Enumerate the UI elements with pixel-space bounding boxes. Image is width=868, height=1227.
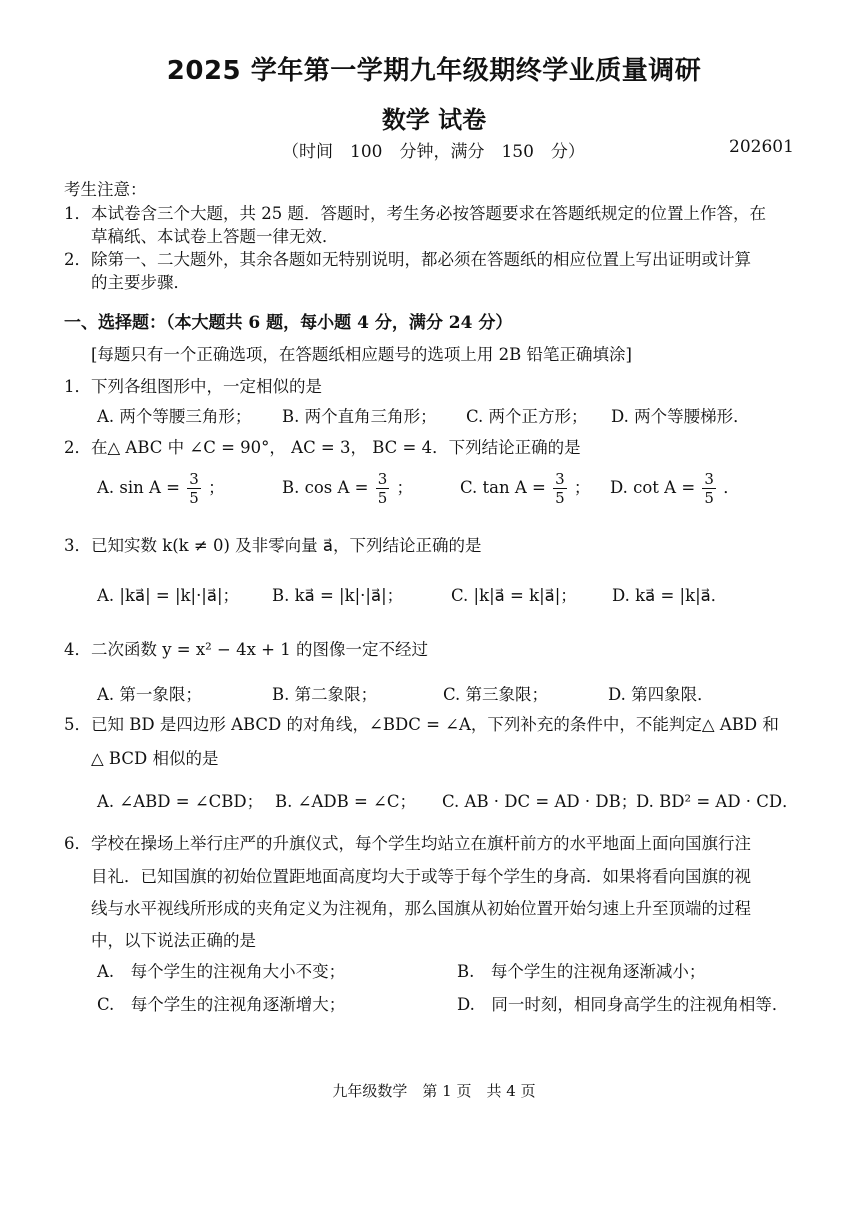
q1-option-a: A. 两个等腰三角形；: [97, 407, 252, 426]
fraction-denominator: 5: [189, 489, 199, 507]
q5-stem-line-2: △ BCD 相似的是: [91, 749, 219, 768]
q2-option-c-prefix: C. tan A =: [460, 478, 546, 497]
q1-stem: 1．下列各组图形中，一定相似的是: [64, 377, 322, 396]
section-1-heading: 一、选择题：（本大题共 6 题，每小题 4 分，满分 24 分）: [64, 313, 513, 333]
q1-option-d: D. 两个等腰梯形．: [611, 407, 750, 426]
q2-option-c-suffix: ；: [573, 478, 591, 497]
q2-stem: 2．在△ ABC 中 ∠C = 90°， AC = 3， BC = 4．下列结论正确的是: [64, 438, 581, 457]
exam-info: （时间 100 分钟，满分 150 分）: [282, 142, 585, 162]
q2-option-d-prefix: D. cot A =: [610, 478, 696, 497]
q3-stem: 3．已知实数 k(k ≠ 0) 及非零向量 a⃗，下列结论正确的是: [64, 536, 482, 555]
q6-line-1: 6．学校在操场上举行庄严的升旗仪式，每个学生均站立在旗杆前方的水平地面上面向国旗行注: [64, 834, 751, 853]
section-1-instruction: [每题只有一个正确选项，在答题纸相应题号的选项上用 2B 铅笔正确填涂]: [91, 345, 632, 364]
fraction-numerator: 3: [704, 470, 714, 488]
exam-title: 2025 学年第一学期九年级期终学业质量调研: [166, 56, 702, 86]
q3-option-a: A. |ka⃗| = |k|·|a⃗|；: [97, 586, 240, 605]
notice-item-2-line-1: 2．除第一、二大题外，其余各题如无特别说明，都必须在答题纸的相应位置上写出证明或计算: [64, 250, 751, 269]
fraction: [553, 470, 567, 507]
exam-subtitle: 数学 试卷: [381, 106, 487, 134]
q2-option-d: [610, 470, 740, 507]
fraction-numerator: 3: [189, 470, 199, 488]
fraction: [376, 470, 390, 507]
fraction-denominator: 5: [555, 489, 565, 507]
q6-option-a: A. 每个学生的注视角大小不变；: [97, 962, 346, 981]
q6-option-d: D. 同一时刻，相同身高学生的注视角相等．: [457, 995, 789, 1014]
fraction-numerator: 3: [377, 470, 388, 488]
q4-option-a: A. 第一象限；: [97, 685, 202, 704]
exam-code: 202601: [729, 137, 794, 157]
q3-option-b: B. ka⃗ = |k|·|a⃗|；: [272, 586, 404, 605]
q2-option-b: [282, 470, 413, 507]
q5-option-c: C. AB · DC = AD · DB；: [442, 792, 638, 811]
q2-option-c: [460, 470, 590, 507]
q2-option-b-suffix: ；: [396, 478, 414, 497]
q5-option-b: B. ∠ADB = ∠C；: [275, 792, 416, 811]
q2-option-d-suffix: ．: [723, 478, 740, 497]
q6-option-c: C. 每个学生的注视角逐渐增大；: [97, 995, 346, 1014]
fraction-numerator: 3: [555, 470, 565, 488]
q6-line-2: 目礼．已知国旗的初始位置距地面高度均大于或等于每个学生的身高．如果将看向国旗的视: [91, 867, 751, 886]
fraction-denominator: 5: [704, 489, 714, 507]
page-footer: 九年级数学 第 1 页 共 4 页: [332, 1082, 536, 1100]
fraction: [702, 470, 716, 507]
q3-option-d: D. ka⃗ = |k|a⃗．: [612, 586, 728, 605]
notice-item-1-line-1: 1．本试卷含三个大题，共 25 题．答题时，考生务必按答题要求在答题纸规定的位置上作答，在: [64, 204, 766, 223]
notice-item-2-line-2: 的主要步骤．: [91, 273, 190, 292]
q4-option-c: C. 第三象限；: [443, 685, 549, 704]
q3-option-c: C. |k|a⃗ = k|a⃗|；: [451, 586, 577, 605]
q4-option-d: D. 第四象限．: [608, 685, 714, 704]
q5-option-d: D. BD² = AD · CD．: [636, 792, 799, 811]
q6-line-4: 中，以下说法正确的是: [91, 931, 256, 950]
fraction-denominator: 5: [377, 489, 388, 507]
q4-stem: 4．二次函数 y = x² − 4x + 1 的图像一定不经过: [64, 640, 428, 659]
q6-line-3: 线与水平视线所形成的夹角定义为注视角，那么国旗从初始位置开始匀速上升至顶端的过程: [91, 899, 751, 918]
q4-option-b: B. 第二象限；: [272, 685, 378, 704]
q5-stem-line-1: 5．已知 BD 是四边形 ABCD 的对角线，∠BDC = ∠A，下列补充的条件中，不能判定△ ABD 和: [64, 715, 779, 734]
q2-option-b-prefix: B. cos A =: [282, 478, 369, 497]
q5-option-a: A. ∠ABD = ∠CBD；: [97, 792, 264, 811]
fraction: [187, 470, 201, 507]
notice-item-1-line-2: 草稿纸、本试卷上答题一律无效．: [91, 227, 339, 246]
q6-option-b: B. 每个学生的注视角逐渐减小；: [457, 962, 706, 981]
q2-option-a-prefix: A. sin A =: [97, 478, 181, 497]
q2-option-a: [97, 470, 225, 507]
q1-option-b: B. 两个直角三角形；: [282, 407, 437, 426]
q1-option-c: C. 两个正方形；: [466, 407, 588, 426]
notice-heading: 考生注意：: [64, 180, 147, 199]
q2-option-a-suffix: ；: [208, 478, 225, 497]
